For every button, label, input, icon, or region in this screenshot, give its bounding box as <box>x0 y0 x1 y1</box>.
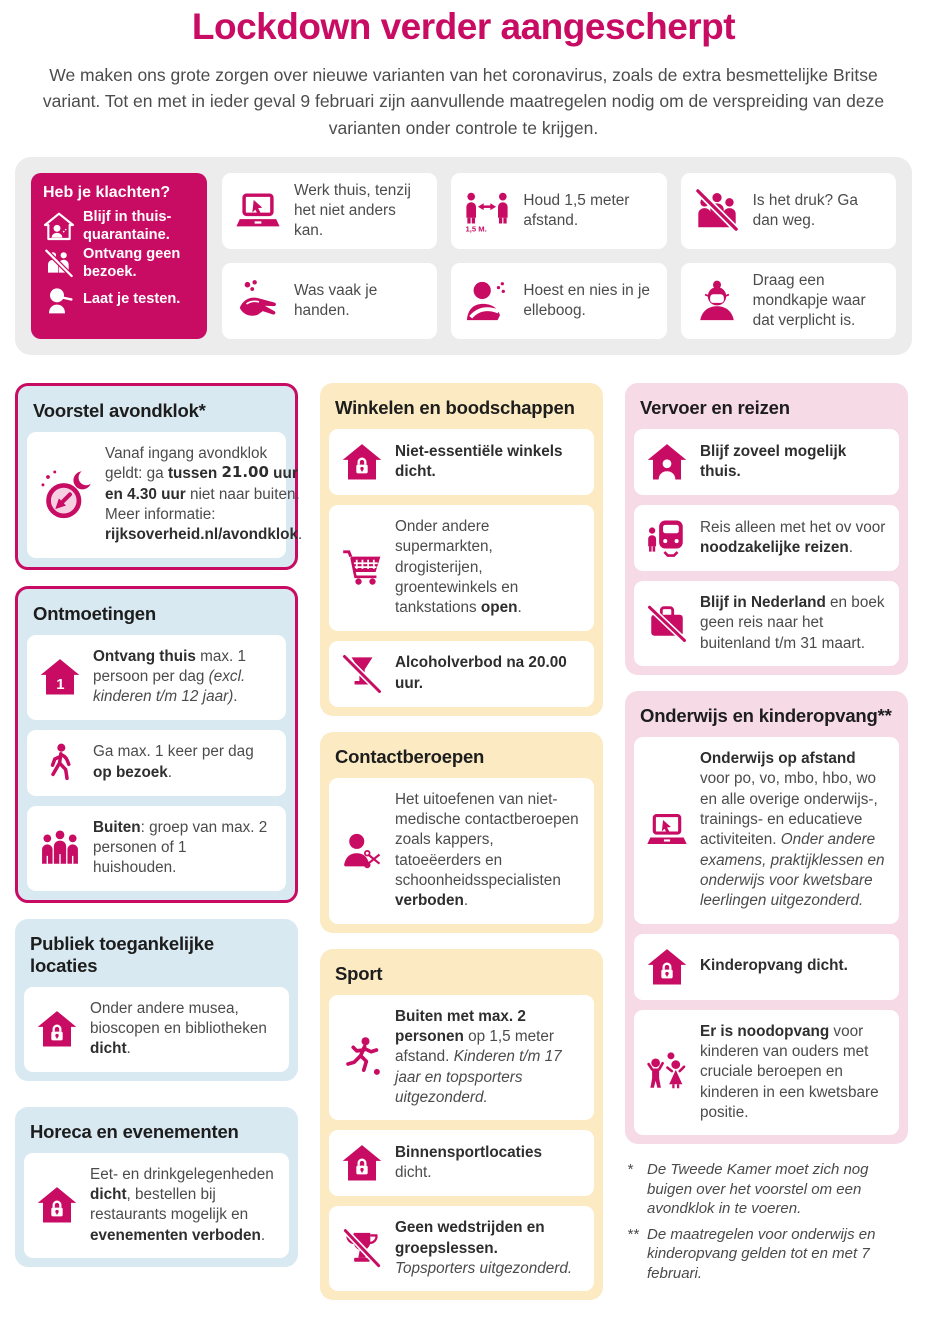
footnotes <box>625 1160 908 1283</box>
basic-rule-text: Houd 1,5 meter afstand. <box>523 191 630 229</box>
text-segment: voor po, vo, mbo, hbo, wo en alle overige onderwijs-, trainings- en educatieve activiteiten. <box>700 770 878 849</box>
measure-text <box>90 999 277 1060</box>
section-title: Sport <box>335 962 383 984</box>
house-lock-icon <box>36 1008 78 1050</box>
complaints-box <box>31 173 207 339</box>
house-quarantine-icon <box>43 211 75 243</box>
text-segment: dicht. <box>395 1164 432 1182</box>
text-segment: . <box>463 892 469 910</box>
no-travel-icon <box>646 602 688 644</box>
complaint-item <box>43 209 195 245</box>
basic-rule <box>222 263 437 339</box>
children-icon <box>646 1051 688 1093</box>
column-right <box>625 383 908 1290</box>
section-winkelen <box>320 383 603 716</box>
text-segment: . <box>260 1226 266 1244</box>
measure-item <box>634 1010 899 1136</box>
measure-item <box>634 505 899 571</box>
measure-text <box>395 1007 582 1109</box>
house-one-icon <box>39 656 81 698</box>
complaint-text: Ontvang geen bezoek. <box>83 246 181 281</box>
footnote <box>627 1160 906 1219</box>
basic-rule-text: Was vaak je handen. <box>294 281 378 319</box>
basic-rule-text: Is het druk? Ga dan weg. <box>752 191 858 229</box>
complaints-title: Heb je klachten? <box>43 183 171 201</box>
text-segment: niet naar buiten. Meer informatie: <box>105 485 300 523</box>
text-segment: voor kinderen van ouders met cruciale beroepen en kinderen in een kwetsbare positie. <box>700 1022 879 1121</box>
page-title: Lockdown verder aangescherpt <box>191 6 736 47</box>
text-segment: 21.00 <box>221 462 269 481</box>
text-segment: . <box>167 763 173 781</box>
measure-text <box>395 442 582 483</box>
measure-item <box>329 1206 594 1291</box>
measure-item <box>27 806 286 891</box>
laptop-icon <box>235 188 281 234</box>
walking-icon <box>39 742 81 784</box>
text-segment: . <box>517 599 522 617</box>
cart-icon <box>341 547 383 589</box>
section-title: Voorstel avondklok* <box>33 399 206 421</box>
measure-text <box>395 1218 582 1279</box>
basic-rule <box>681 173 896 249</box>
section-publiek <box>15 919 298 1081</box>
distance-icon <box>464 188 510 234</box>
footnote-marker: * <box>627 1161 633 1179</box>
text-segment: tussen <box>167 465 222 483</box>
text-segment: Onder andere musea, bioscopen en bibliotheken <box>90 999 267 1037</box>
text-segment: . <box>233 688 238 706</box>
measure-item <box>634 581 899 666</box>
section-title: Ontmoetingen <box>33 602 156 624</box>
section-title: Winkelen en boodschappen <box>335 396 575 418</box>
text-segment: . <box>126 1040 131 1058</box>
text-segment: noodzakelijke reizen <box>700 538 849 556</box>
text-segment: Topsporters uitgezonderd. <box>395 1260 573 1278</box>
text-segment: Binnensportlocaties <box>395 1144 543 1161</box>
curfew-clock-icon <box>39 468 93 522</box>
measure-text <box>93 742 274 783</box>
measure-item <box>634 934 899 1000</box>
laptop-icon <box>646 809 688 851</box>
text-segment: Onder andere supermarkten, drogisterijen, groentewinkels en tankstations <box>395 517 519 617</box>
measure-text <box>700 956 848 976</box>
measure-item <box>329 505 594 631</box>
text-segment: , bestellen bij restaurants mogelijk en <box>90 1186 249 1224</box>
footnote <box>627 1225 906 1284</box>
basic-rule <box>451 173 666 249</box>
measure-item <box>634 737 899 924</box>
train-icon <box>646 517 688 559</box>
basic-rule <box>451 263 666 339</box>
section-onderwijs <box>625 691 908 1144</box>
text-segment: : groep van max. 2 personen of 1 huishouden. <box>93 818 268 877</box>
measure-text <box>700 518 887 559</box>
measure-text <box>395 790 582 912</box>
text-segment: Vanaf ingang avondklok geldt: ga <box>105 444 268 483</box>
group-three-icon <box>39 827 81 869</box>
wash-hands-icon <box>235 278 281 324</box>
text-segment: Kinderen t/m 17 jaar en topsporters uitgezonderd. <box>395 1048 562 1106</box>
measure-text <box>395 1143 582 1184</box>
text-segment: rijksoverheid.nl/avondklok <box>105 526 298 544</box>
text-segment: Niet-essentiële winkels dicht. <box>395 442 563 480</box>
text-segment: (excl. kinderen t/m 12 jaar) <box>93 667 246 706</box>
measure-item <box>27 635 286 720</box>
measure-item <box>24 987 289 1072</box>
text-segment: Het uitoefenen van niet-medische contactberoepen zoals kappers, tatoeëerders en schoonheidsspecialisten <box>395 790 579 889</box>
trophy-icon <box>341 1228 383 1270</box>
measure-text <box>700 593 887 654</box>
text-segment: Ontvang thuis <box>93 647 196 665</box>
measure-item <box>329 1130 594 1196</box>
measure-item <box>329 641 594 707</box>
section-ontmoetingen <box>15 586 298 903</box>
measure-item <box>329 995 594 1121</box>
contact-icon <box>341 830 383 872</box>
section-title: Horeca en evenementen <box>30 1120 239 1142</box>
text-segment: dicht <box>90 1186 127 1203</box>
measure-item <box>634 429 899 495</box>
section-sport <box>320 949 603 1301</box>
no-visitors-icon <box>43 248 75 280</box>
text-segment: Blijf zoveel mogelijk thuis. <box>700 442 847 480</box>
text-segment: Er is noodopvang <box>700 1022 830 1040</box>
text-segment: . <box>848 538 854 556</box>
text-segment: uur en 4.30 uur <box>105 465 298 503</box>
text-segment: Alcoholverbod na 20.00 uur. <box>395 654 567 692</box>
basic-rule <box>681 263 896 339</box>
complaint-text: Laat je testen. <box>83 291 181 308</box>
text-segment: Kinderopvang dicht. <box>700 957 848 975</box>
house-lock-icon <box>341 441 383 483</box>
text-segment: en boek geen reis naar het buitenland t/m 31 maart. <box>700 593 885 652</box>
text-segment: . <box>297 526 303 544</box>
cough-elbow-icon <box>464 278 510 324</box>
measure-text <box>395 517 582 619</box>
text-segment: op 1,5 meter afstand. <box>395 1027 554 1066</box>
text-segment: op bezoek <box>93 763 168 781</box>
complaint-item <box>43 246 195 282</box>
basic-rule-text: Werk thuis, tenzij het niet anders kan. <box>294 181 411 239</box>
text-segment: Blijf in Nederland <box>700 593 826 611</box>
crowd-avoid-icon <box>694 188 740 234</box>
column-middle <box>320 383 603 1317</box>
section-title: Contactberoepen <box>335 745 485 767</box>
basic-rules-panel <box>15 157 912 355</box>
house-lock-icon <box>341 1142 383 1184</box>
text-segment: Onder andere examens, praktijklessen en onderwijs voor kwetsbare leerlingen uitgezonderd. <box>700 831 885 910</box>
measure-text <box>395 653 582 694</box>
measure-item <box>329 429 594 495</box>
section-title: Publiek toegankelijke locaties <box>30 932 214 976</box>
column-left <box>15 383 303 1283</box>
measure-item <box>27 730 286 796</box>
measure-text <box>700 749 887 912</box>
text-segment: Geen wedstrijden en groepslessen. <box>395 1219 545 1257</box>
intro-text: We maken ons grote zorgen over nieuwe varianten van het coronavirus, zoals de extra besmettelijke Britse variant. Tot en met in ieder geval 9 februari zijn aanvullende maatregelen nodig om de verspreiding van deze varianten onder controle te krijgen. <box>42 65 885 138</box>
house-lock-icon <box>36 1184 78 1226</box>
text-segment: Buiten <box>93 818 141 836</box>
measure-text <box>93 647 274 708</box>
section-vervoer <box>625 383 908 675</box>
no-alcohol-icon <box>341 653 383 695</box>
basic-rules-grid <box>222 173 896 339</box>
test-swab-icon <box>43 284 75 316</box>
text-segment: verboden <box>395 892 464 910</box>
measure-text <box>700 442 887 483</box>
section-avondklok <box>15 383 303 570</box>
text-segment: Eet- en drinkgelegenheden <box>90 1165 274 1183</box>
complaint-item <box>43 284 195 316</box>
measure-text <box>93 818 274 879</box>
section-title: Vervoer en reizen <box>640 396 790 418</box>
main-columns <box>15 383 912 1317</box>
footnote-text: De Tweede Kamer moet zich nog buigen over het voorstel om een avondklok in te voeren. <box>647 1161 869 1218</box>
text-segment: dicht <box>90 1040 127 1058</box>
footnote-text: De maatregelen voor onderwijs en kinderopvang gelden tot en met 7 februari. <box>647 1225 876 1282</box>
footnote-marker: ** <box>627 1225 639 1243</box>
text-segment: Reis alleen met het ov voor <box>700 518 886 536</box>
measure-item <box>329 778 594 924</box>
measure-item <box>24 1153 289 1258</box>
section-contactberoepen <box>320 732 603 933</box>
basic-rule-text: Hoest en nies in je elleboog. <box>523 281 650 319</box>
measure-text <box>90 1165 277 1246</box>
text-segment: Buiten met max. 2 personen <box>395 1007 526 1045</box>
section-title: Onderwijs en kinderopvang** <box>640 704 892 726</box>
text-segment: Ga max. 1 keer per dag <box>93 743 254 761</box>
basic-rule-text: Draag een mondkapje waar dat verplicht is. <box>752 271 866 329</box>
text-segment: open <box>480 599 518 617</box>
text-segment: Onderwijs op afstand <box>700 749 856 767</box>
section-horeca <box>15 1107 298 1267</box>
running-icon <box>341 1036 383 1078</box>
house-lock-icon <box>646 946 688 988</box>
face-mask-icon <box>694 278 740 324</box>
basic-rule <box>222 173 437 249</box>
stay-home-icon <box>646 441 688 483</box>
complaint-text: Blijf in thuisquarantaine. <box>83 208 172 243</box>
text-segment: evenementen verboden <box>90 1226 261 1244</box>
measure-text <box>105 444 302 546</box>
measure-text <box>700 1022 887 1124</box>
text-segment: max. 1 persoon per dag <box>93 647 246 685</box>
measure-item <box>27 432 303 558</box>
